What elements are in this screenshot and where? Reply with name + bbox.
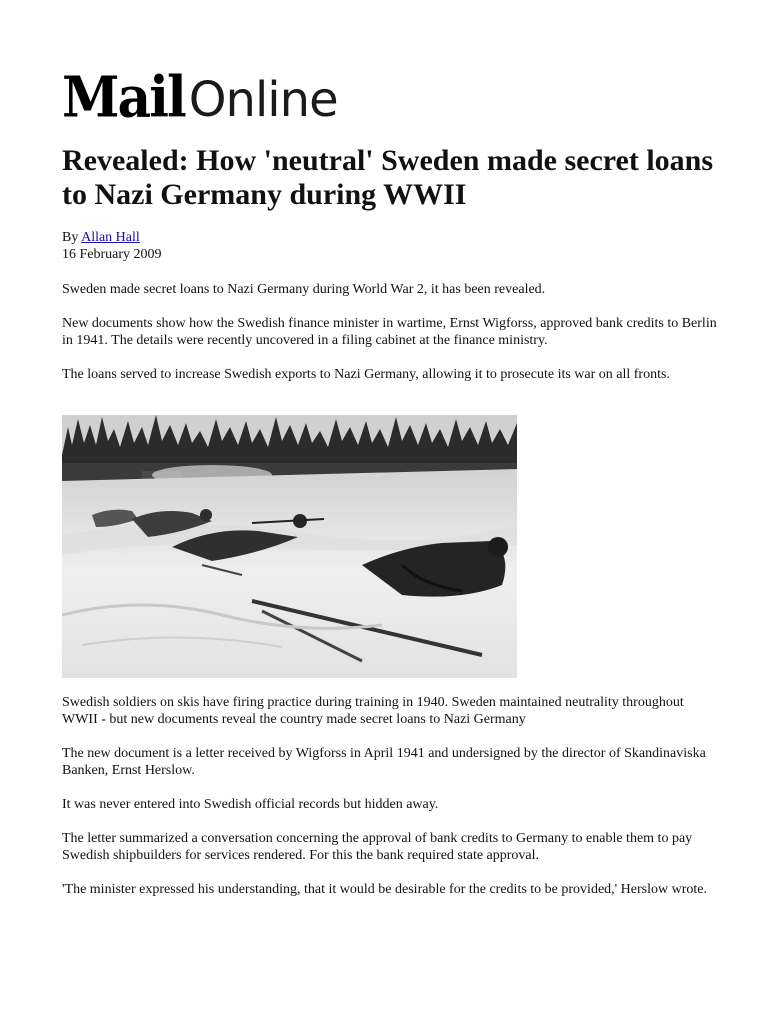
byline-prefix: By [62,230,79,245]
soldiers-on-skis-photo [62,415,517,678]
logo-mail-wordmark: Mail [62,64,185,131]
intro-paragraph-1: Sweden made secret loans to Nazi Germany during World War 2, it has been revealed. [62,282,546,297]
body-paragraph-4: 'The minister expressed his understanding, that it would be desirable for the credits to be provided,' Herslow wrote. [62,882,707,897]
byline [62,229,162,263]
author-link[interactable]: Allan Hall [81,230,140,245]
body-paragraph-1: The new document is a letter received by Wigforss in April 1941 and undersigned by the director of Skandinaviska Banken, Ernst Herslow. [62,746,706,778]
logo-online-wordmark: Online [188,72,338,128]
mail-online-logo[interactable] [62,64,338,131]
photo-illustration [62,415,517,678]
body-paragraph-2: It was never entered into Swedish official records but hidden away. [62,797,439,812]
article-headline: Revealed: How 'neutral' Sweden made secret loans to Nazi Germany during WWII [62,144,714,211]
photo-caption: Swedish soldiers on skis have firing practice during training in 1940. Sweden maintained neutrality throughout WWII - but new documents reveal the country made secret loans to Nazi Germany [62,695,684,727]
intro-paragraph-2: New documents show how the Swedish finance minister in wartime, Ernst Wigforss, approved bank credits to Berlin in 1941. The details were recently uncovered in a filing cabinet at the finance ministry. [62,316,717,348]
body-paragraph-3: The letter summarized a conversation concerning the approval of bank credits to Germany to enable them to pay Swedish shipbuilders for services rendered. For this the bank required state approval. [62,831,693,863]
byline-author-line [62,229,162,246]
intro-paragraph-3: The loans served to increase Swedish exports to Nazi Germany, allowing it to prosecute its war on all fronts. [62,367,670,382]
publish-date: 16 February 2009 [62,247,162,262]
